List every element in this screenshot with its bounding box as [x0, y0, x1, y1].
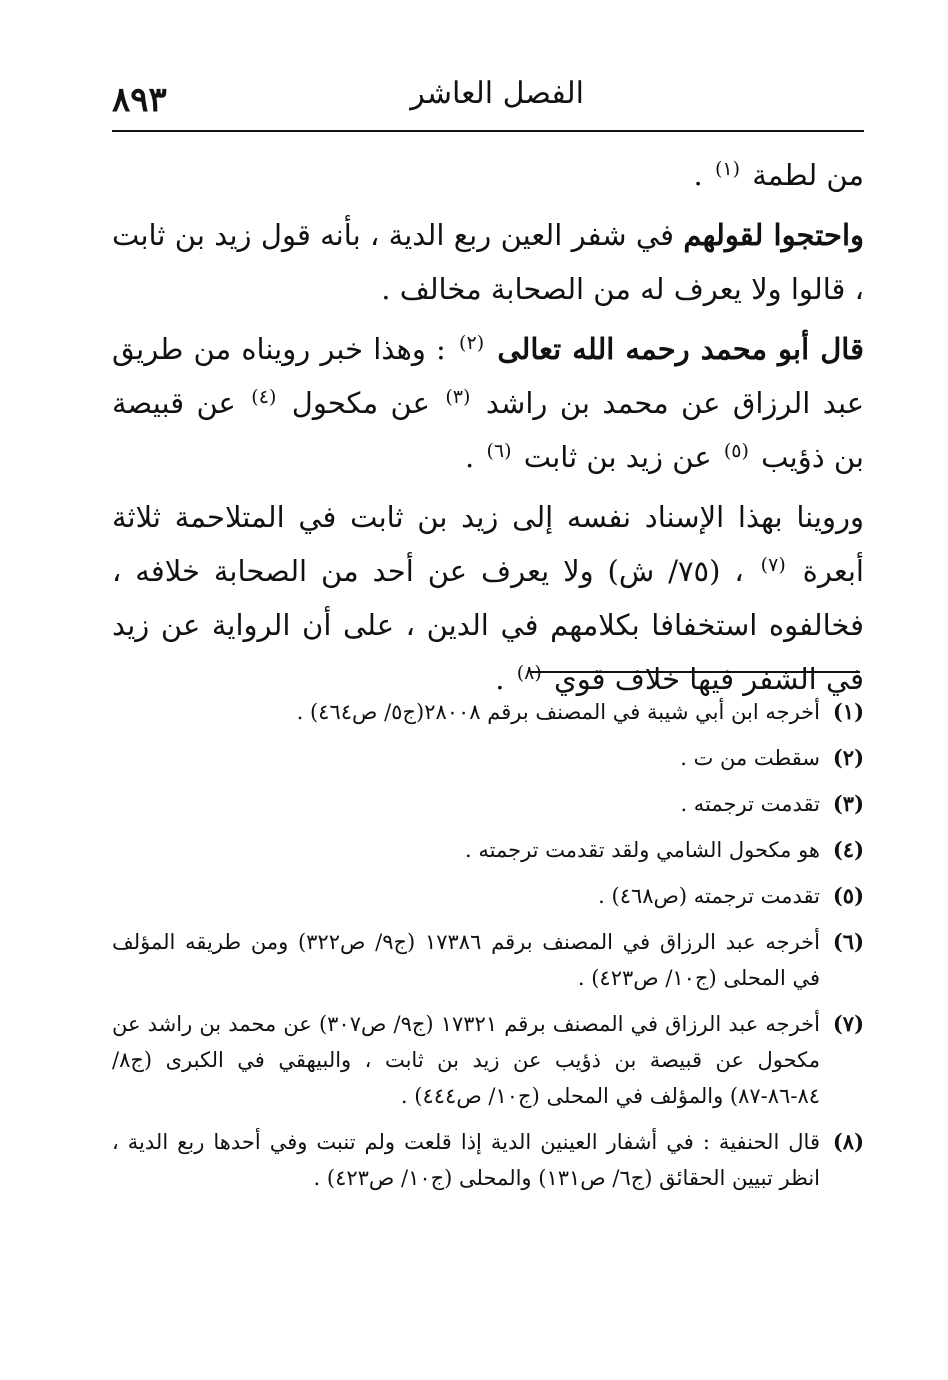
paragraph-3-lead: قال أبو محمد رحمه الله تعالى — [497, 332, 865, 366]
paragraph-2-lead: واحتجوا لقولهم — [683, 218, 865, 252]
paragraph-3-text-2: عن مكحول — [291, 386, 430, 420]
footnote-text: تقدمت ترجمته . — [680, 792, 820, 816]
paragraph-1 — [112, 148, 864, 202]
footnote-ref-2[interactable]: (٢) — [459, 332, 485, 354]
footnote-number: (٣) — [832, 791, 864, 816]
paragraph-2-text: في شفر العين ربع الدية ، بأنه قول زيد بن ثابت ، قالوا ولا يعرف له من الصحابة مخالف . — [112, 218, 864, 306]
footnote-number: (٤) — [832, 837, 864, 862]
footnote-separator — [530, 671, 860, 673]
footnote-number: (٨) — [832, 1129, 864, 1154]
footnote-ref-6[interactable]: (٦) — [486, 440, 512, 462]
paragraph-3-text-1: : وهذا خبر رويناه من طريق عبد الرزاق عن محمد بن راشد — [112, 332, 864, 420]
footnote-ref-7[interactable]: (٧) — [760, 554, 786, 576]
chapter-title: الفصل العاشر — [410, 76, 584, 111]
footnote-number: (٢) — [832, 745, 864, 770]
main-text — [112, 148, 864, 710]
paragraph-2 — [112, 208, 864, 316]
footnote-4 — [112, 832, 864, 868]
footnote-number: (١) — [832, 699, 864, 724]
footnote-ref-3[interactable]: (٣) — [445, 386, 471, 408]
footnote-ref-5[interactable]: (٥) — [723, 440, 749, 462]
paragraph-4-text-1: وروينا بهذا الإسناد نفسه إلى زيد بن ثابت في المتلاحمة ثلاثة أبعرة — [112, 500, 864, 588]
footnote-text: أخرجه عبد الرزاق في المصنف برقم ١٧٣٨٦ (ج٩/ ص٣٢٢) ومن طريقه المؤلف في المحلى (ج١٠/ ص٤٢٣) . — [112, 930, 820, 990]
paragraph-3-text-4: عن زيد بن ثابت — [523, 440, 712, 474]
footnote-text: أخرجه ابن أبي شيبة في المصنف برقم ٢٨٠٠٨(ج٥/ ص٤٦٤) . — [296, 700, 820, 724]
paragraph-1-text: من لطمة — [752, 158, 864, 192]
footnote-text: سقطت من ت . — [680, 746, 820, 770]
paragraph-3-text-3: عن قبيصة بن ذؤيب — [112, 386, 864, 474]
footnote-number: (٦) — [832, 929, 864, 954]
paragraph-3 — [112, 322, 864, 484]
footnote-number: (٧) — [832, 1011, 864, 1036]
footnote-8 — [112, 1124, 864, 1196]
footnote-6 — [112, 924, 864, 996]
paragraph-4-text-2: ، (٧٥/ ش) ولا يعرف عن أحد من الصحابة خلافه ، فخالفوه استخفافا بكلامهم في الدين ، على أن الرواية عن زيد في الشفر فيها خلاف قوي — [112, 554, 864, 696]
footnote-ref-1[interactable]: (١) — [714, 158, 740, 180]
footnote-text: تقدمت ترجمته (ص٤٦٨) . — [598, 884, 820, 908]
footnotes — [112, 694, 864, 1206]
footnote-ref-4[interactable]: (٤) — [251, 386, 277, 408]
footnote-text: هو مكحول الشامي ولقد تقدمت ترجمته . — [465, 838, 820, 862]
page-number: ٨٩٣ — [112, 80, 167, 120]
running-header — [112, 70, 864, 132]
footnote-text: أخرجه عبد الرزاق في المصنف برقم ١٧٣٢١ (ج٩/ ص٣٠٧) عن محمد بن راشد عن مكحول عن قبيصة بن ذؤيب عن زيد بن ثابت ، والبيهقي في الكبرى (ج٨/ ٨٤-٨٦-٨٧) والمؤلف في المحلى (ج١٠/ ص٤٤٤) . — [112, 1012, 820, 1108]
paragraph-4-end: . — [495, 662, 505, 696]
footnote-number: (٥) — [832, 883, 864, 908]
paragraph-4 — [112, 490, 864, 706]
footnote-3 — [112, 786, 864, 822]
footnote-ref-8[interactable]: (٨) — [516, 662, 542, 684]
footnote-2 — [112, 740, 864, 776]
footnote-5 — [112, 878, 864, 914]
paragraph-3-end: . — [465, 440, 475, 474]
footnote-7 — [112, 1006, 864, 1114]
paragraph-1-end: . — [693, 158, 703, 192]
footnote-1 — [112, 694, 864, 730]
footnote-text: قال الحنفية : في أشفار العينين الدية إذا قلعت ولم تنبت وفي أحدها ربع الدية ، انظر تبيين الحقائق (ج٦/ ص١٣١) والمحلى (ج١٠/ ص٤٢٣) . — [112, 1130, 820, 1190]
header-rule — [112, 130, 864, 132]
